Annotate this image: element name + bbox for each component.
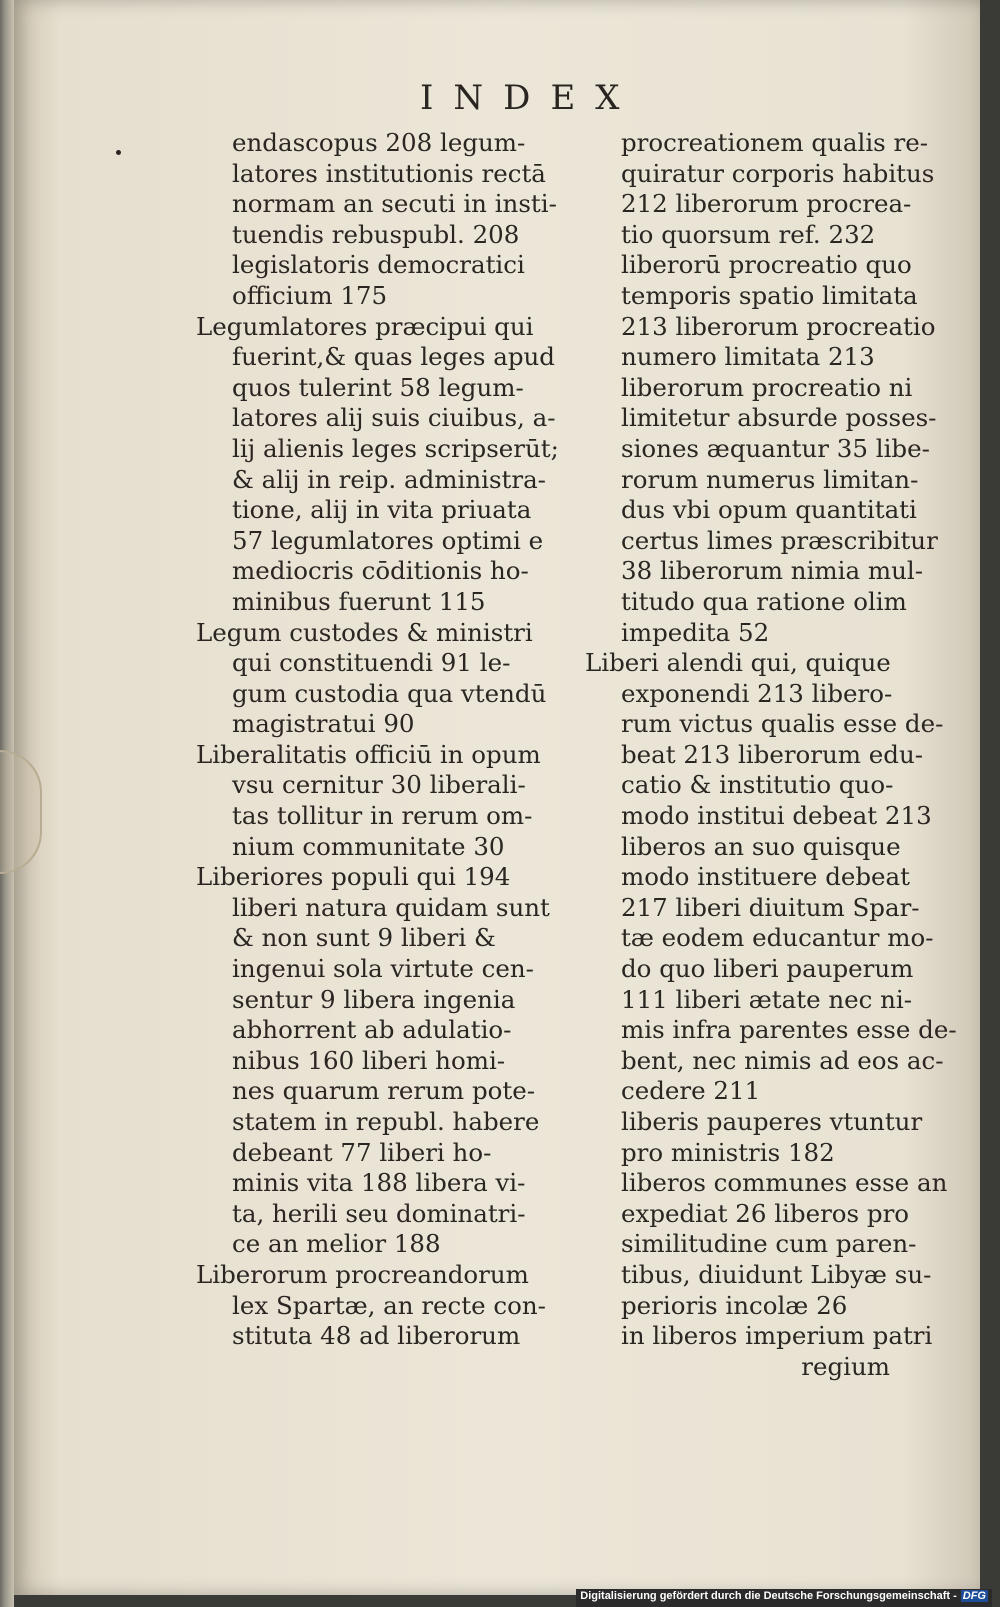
index-entry-line: dus vbi opum quantitati <box>621 495 917 525</box>
index-entry-line: Liberiores populi qui 194 <box>196 862 511 892</box>
index-entry-line: bent, nec nimis ad eos ac- <box>621 1045 944 1075</box>
index-entry-line: limitetur absurde posses- <box>621 403 937 433</box>
index-entry-line: ingenui sola virtute cen- <box>232 954 534 984</box>
index-entry-line: in liberos imperium patri <box>621 1321 933 1351</box>
index-entry-line: lij alienis leges scripserūt; <box>232 433 559 463</box>
index-entry-line: minis vita 188 libera vi- <box>232 1168 526 1198</box>
index-entry-line: lex Spartæ, an recte con- <box>232 1290 546 1320</box>
index-entry-line: mediocris cōditionis ho- <box>232 556 529 586</box>
index-entry-line: quos tulerint 58 legum- <box>232 372 524 402</box>
index-entry-line: latores alij suis ciuibus, a- <box>232 403 556 433</box>
index-entry-line: nes quarum rerum pote- <box>232 1076 535 1106</box>
index-entry-line: temporis spatio limitata <box>621 280 918 310</box>
index-entry-line: latores institutionis rectā <box>232 158 546 188</box>
index-entry-line: ta, herili seu dominatri- <box>232 1198 526 1228</box>
index-entry-line: titudo qua ratione olim <box>621 586 907 616</box>
index-entry-line: liberos communes esse an <box>621 1168 948 1198</box>
index-entry-line: ce an melior 188 <box>232 1229 441 1259</box>
index-entry-line: certus limes præscribitur <box>621 525 938 555</box>
index-entry-line: officium 175 <box>232 280 388 310</box>
index-entry-line: liberos an suo quisque <box>621 831 901 861</box>
index-entry-line: 217 liberi diuitum Spar- <box>621 892 920 922</box>
dfg-logo: DFG <box>962 1590 986 1602</box>
index-entry-line: similitudine cum paren- <box>621 1229 917 1259</box>
index-entry-line: & alij in reip. administra- <box>232 464 546 494</box>
index-entry-line: 57 legumlatores optimi e <box>232 525 544 555</box>
index-entry-line: mis infra parentes esse de- <box>621 1015 957 1045</box>
index-entry-line: & non sunt 9 liberi & <box>232 923 496 953</box>
ink-mark <box>116 150 121 155</box>
index-entry-line: 38 liberorum nimia mul- <box>621 556 923 586</box>
index-entry-line: exponendi 213 libero- <box>621 678 893 708</box>
index-entry-line: Legumlatores præcipui qui <box>196 311 534 341</box>
index-entry-line: vsu cernitur 30 liberali- <box>232 770 526 800</box>
index-entry-line: magistratui 90 <box>232 709 415 739</box>
index-entry-line: numero limitata 213 <box>621 342 875 372</box>
index-entry-line: modo institui debeat 213 <box>621 801 932 831</box>
page-heading: INDEX <box>420 78 640 118</box>
index-entry-line: rorum numerus limitan- <box>621 464 919 494</box>
index-entry-line: Liberi alendi qui, quique <box>585 648 891 678</box>
index-entry-line: beat 213 liberorum edu- <box>621 739 924 769</box>
index-entry-line: gum custodia qua vtendū <box>232 678 547 708</box>
index-entry-line: tio quorsum ref. 232 <box>621 219 876 249</box>
index-entry-line: fuerint,& quas leges apud <box>232 342 555 372</box>
index-entry-line: tæ eodem educantur mo- <box>621 923 934 953</box>
index-entry-line: procreationem qualis re- <box>621 128 929 157</box>
index-entry-line: siones æquantur 35 libe- <box>621 433 930 463</box>
index-entry-line: 213 liberorum procreatio <box>621 311 936 341</box>
index-entry-line: endascopus 208 legum- <box>232 128 526 157</box>
index-entry-line: qui constituendi 91 le- <box>232 648 511 678</box>
index-column-right <box>585 128 957 1382</box>
index-entry-line: quiratur corporis habitus <box>621 158 935 188</box>
index-entry-line: minibus fuerunt 115 <box>232 586 486 616</box>
index-entry-line: cedere 211 <box>621 1076 761 1106</box>
index-entry-line: liberorum procreatio ni <box>621 372 913 402</box>
index-entry-line: liberorū procreatio quo <box>621 250 912 280</box>
index-entry-line: liberi natura quidam sunt <box>232 892 550 922</box>
index-entry-line: rum victus qualis esse de- <box>621 709 944 739</box>
index-entry-line: expediat 26 liberos pro <box>621 1198 910 1228</box>
index-entry-line: pro ministris 182 <box>621 1137 835 1167</box>
index-entry-line: modo instituere debeat <box>621 862 911 892</box>
index-entry-line: perioris incolæ 26 <box>621 1290 848 1320</box>
index-entry-line: abhorrent ab adulatio- <box>232 1015 512 1045</box>
index-entry-line: sentur 9 libera ingenia <box>232 984 516 1014</box>
index-entry-line: tas tollitur in rerum om- <box>232 801 533 831</box>
index-entry-line: 212 liberorum procrea- <box>621 189 912 219</box>
index-entry-line: impedita 52 <box>621 617 770 647</box>
index-entry-line: liberis pauperes vtuntur <box>621 1107 923 1136</box>
index-entry-line: stituta 48 ad liberorum <box>232 1321 521 1351</box>
index-entry-line: tuendis rebuspubl. 208 <box>232 219 520 249</box>
index-entry-line: Liberorum procreandorum <box>196 1259 529 1289</box>
digitization-credit <box>576 1589 992 1607</box>
index-entry-line: nibus 160 liberi homi- <box>232 1045 506 1075</box>
index-entry-line: regium <box>801 1351 890 1381</box>
index-entry-line: normam an secuti in insti- <box>232 189 557 219</box>
index-entry-line: legislatoris democratici <box>232 250 525 280</box>
index-entry-line: do quo liberi pauperum <box>621 954 914 984</box>
index-entry-line: debeant 77 liberi ho- <box>232 1137 492 1167</box>
index-entry-line: statem in republ. habere <box>232 1107 540 1136</box>
index-entry-line: tione, alij in vita priuata <box>232 495 532 525</box>
index-entry-line: Liberalitatis officiū in opum <box>196 739 541 769</box>
index-entry-line: catio & institutio quo- <box>621 770 894 800</box>
index-entry-line: 111 liberi ætate nec ni- <box>621 984 913 1014</box>
index-column-left <box>196 128 559 1352</box>
index-entry-line: Legum custodes & ministri <box>196 617 533 647</box>
index-entry-line: tibus, diuidunt Libyæ su- <box>621 1259 932 1289</box>
credit-text: Digitalisierung gefördert durch die Deutsche Forschungsgemeinschaft - <box>580 1590 957 1602</box>
index-entry-line: nium communitate 30 <box>232 831 505 861</box>
